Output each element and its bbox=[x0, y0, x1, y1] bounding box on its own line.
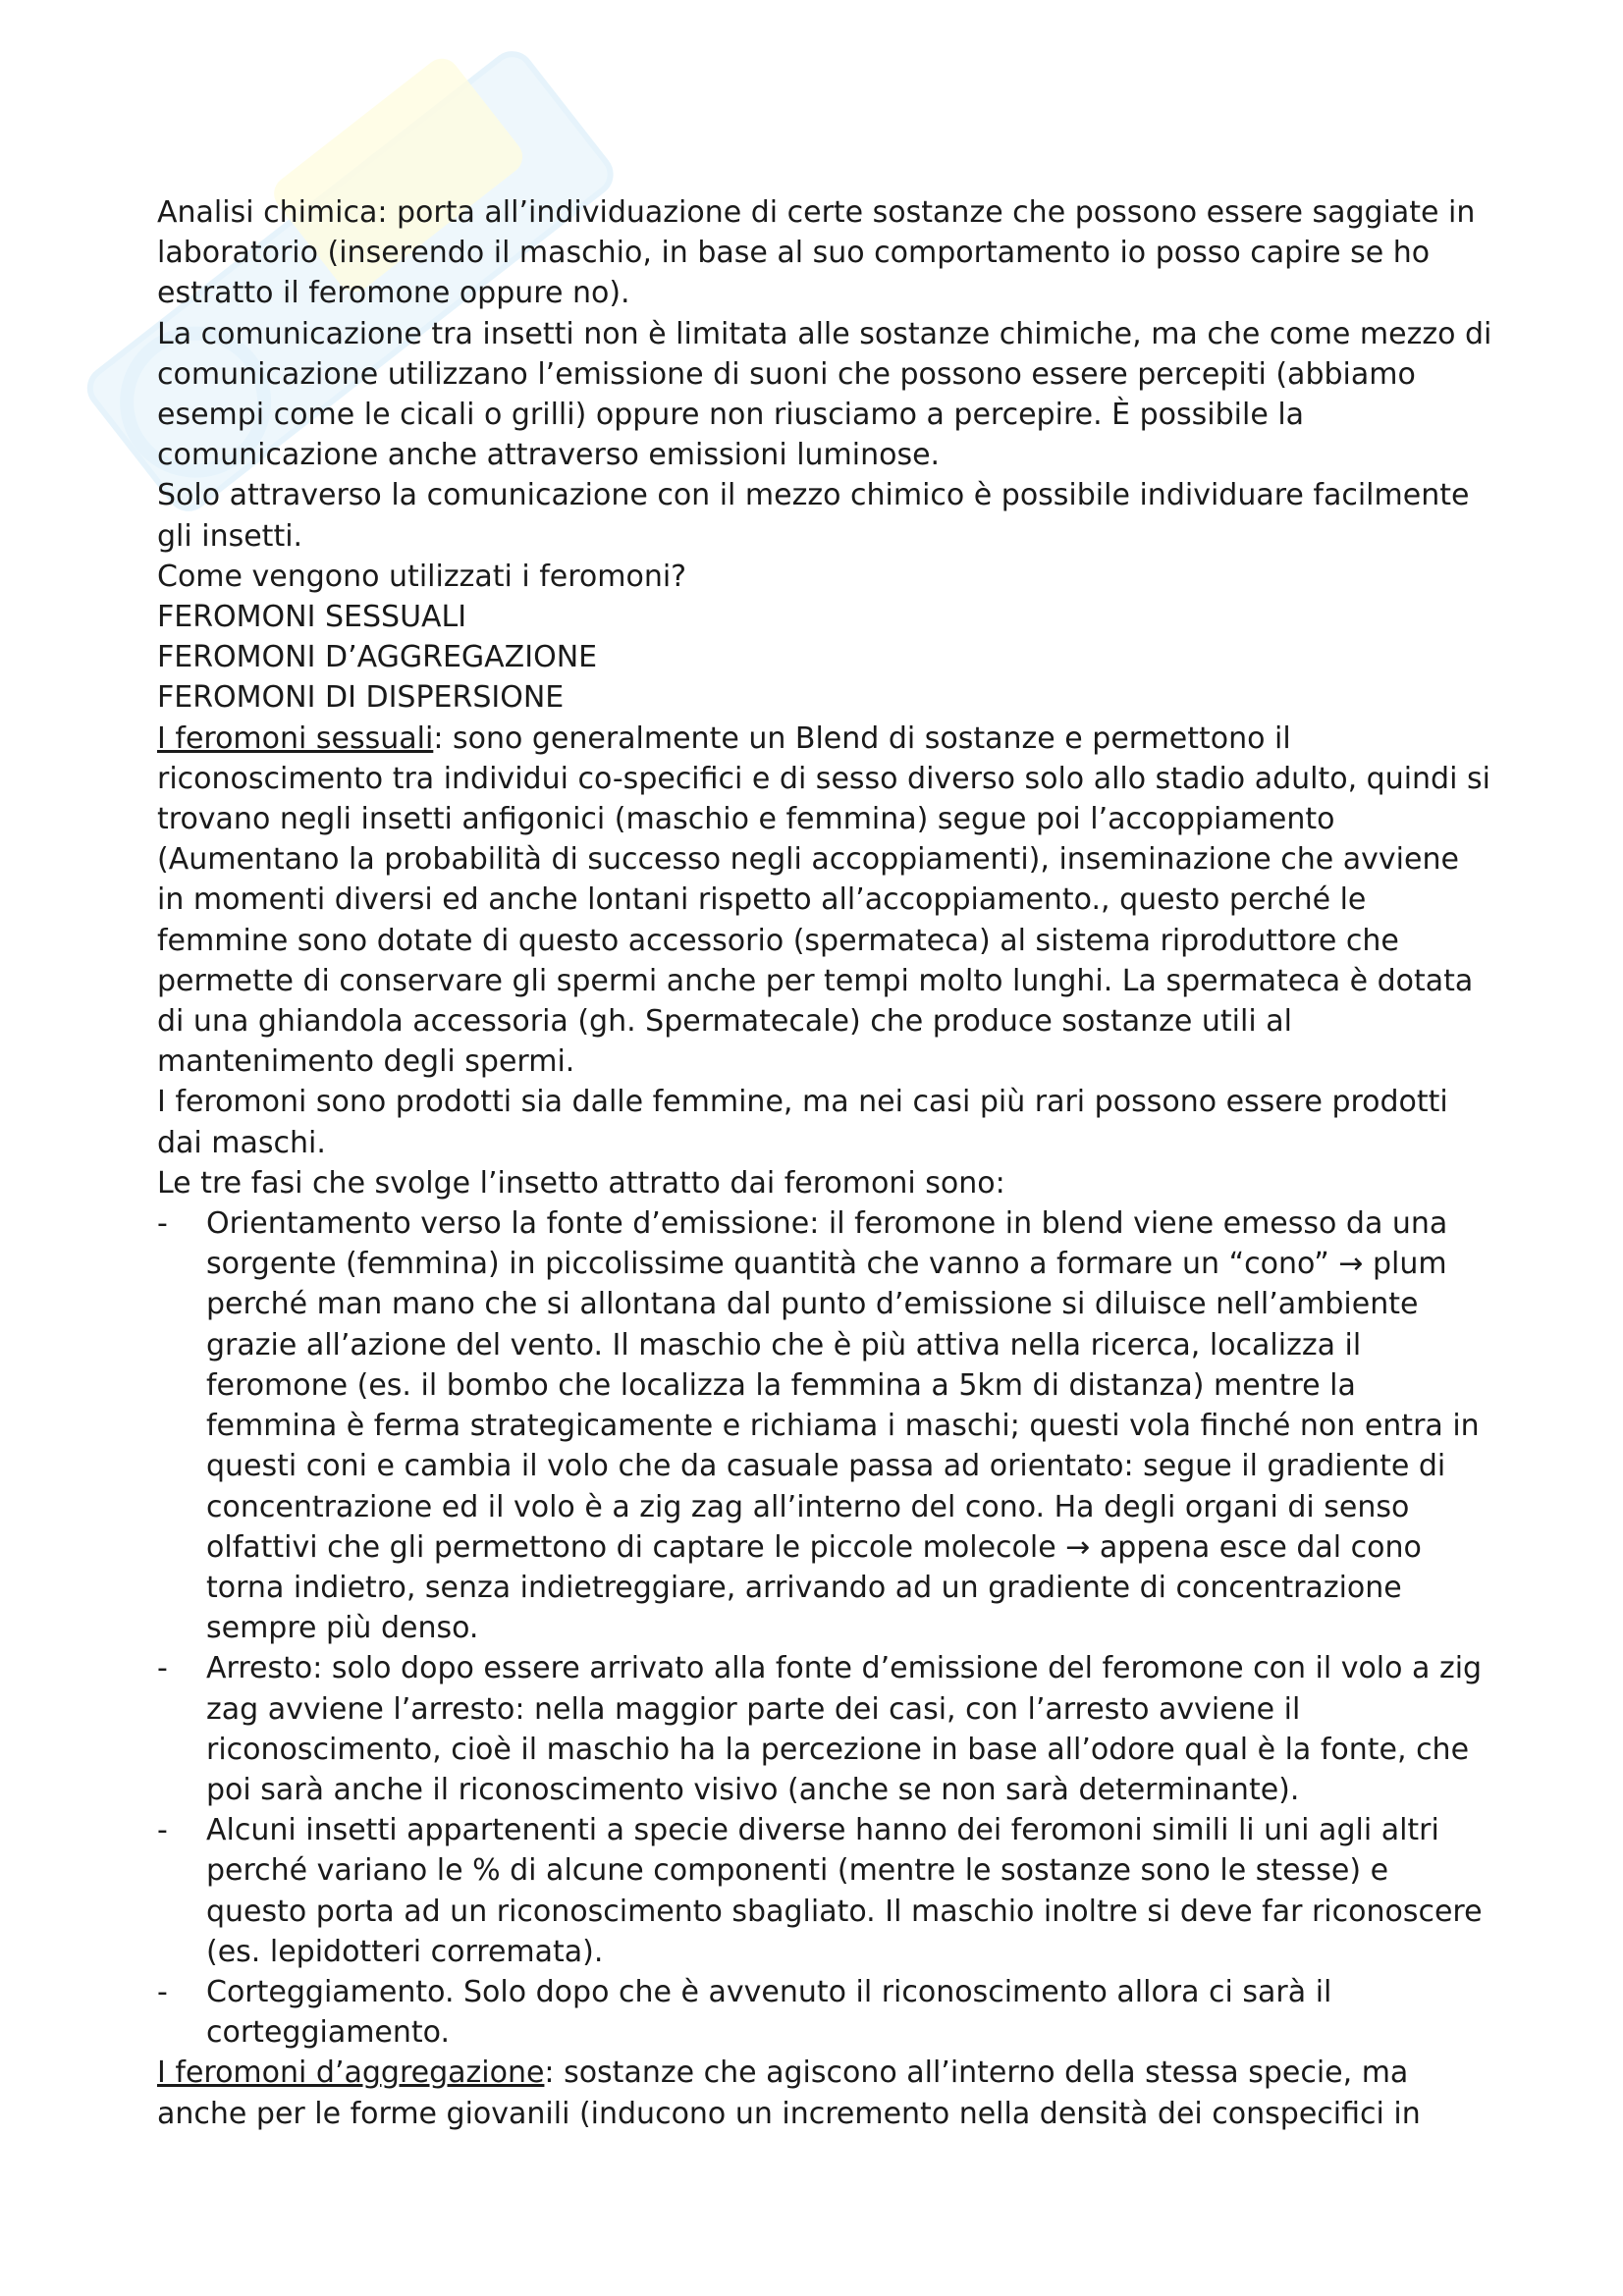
list-dash: - bbox=[157, 1813, 168, 1848]
aggregazione-text: : sostanze che agiscono all’interno della stessa specie, ma anche per le forme giovanili (inducono un incremento nella densità dei conspecifici in bbox=[157, 2056, 1421, 2131]
aggregazione-term: I feromoni d’aggregazione bbox=[157, 2056, 545, 2091]
intro-paragraph: Solo attraverso la comunicazione con il mezzo chimico è possibile individuare facilmente gli insetti. bbox=[157, 478, 1470, 554]
intro-paragraph: La comunicazione tra insetti non è limitata alle sostanze chimiche, ma che come mezzo di comunicazione utilizzano l’emissione di suoni che possono essere percepiti (abbiamo esempi come le cicali o grilli) oppure non riusciamo a percepire. È possibile la comunicazione anche attraverso emissioni luminose. bbox=[157, 316, 1492, 473]
sessuali-term: I feromoni sessuali bbox=[157, 721, 434, 756]
intro-paragraph: Analisi chimica: porta all’individuazione di certe sostanze che possono essere saggiate in laboratorio (inserendo il maschio, in base al suo comportamento io posso capire se ho estratto il feromone oppure no). bbox=[157, 195, 1476, 311]
list-dash: - bbox=[157, 1651, 168, 1686]
heading-dispersione: FEROMONI DI DISPERSIONE bbox=[157, 680, 565, 716]
sessuali-text: : sono generalmente un Blend di sostanze e permettono il riconoscimento tra individui co-specifici e di sesso diverso solo allo stadio adulto, quindi si trovano negli insetti anfigonici (maschio e femmina) segue poi l’accoppiamento (Aumentano la probabilità di successo negli accoppiamenti), inseminazione che avviene in momenti diversi ed anche lontani rispetto all’accoppiamento., questo perché le femmine sono dotate di questo accessorio (spermateca) al sistema riproduttore che permette di conservare gli spermi anche per tempi molto lunghi. La spermateca è dotata di una ghiandola accessoria (gh. Spermatecale) che produce sostanze utili al mantenimento degli spermi. bbox=[157, 721, 1490, 1080]
phases-list bbox=[157, 1203, 1492, 2053]
list-dash: - bbox=[157, 1206, 168, 1242]
aggregazione-paragraph bbox=[157, 2053, 1492, 2133]
document-page bbox=[157, 192, 1492, 2134]
list-dash: - bbox=[157, 1974, 168, 2009]
mid-paragraph: Le tre fasi che svolge l’insetto attratto dai feromoni sono: bbox=[157, 1165, 1005, 1201]
list-item bbox=[157, 1648, 1492, 1810]
heading-sessuali: FEROMONI SESSUALI bbox=[157, 600, 467, 635]
sessuali-paragraph bbox=[157, 719, 1492, 1083]
intro-paragraph: Come vengono utilizzati i feromoni? bbox=[157, 559, 687, 594]
list-item bbox=[157, 1810, 1492, 1972]
list-item-text: Alcuni insetti appartenenti a specie diverse hanno dei feromoni simili li uni agli altri perché variano le % di alcune componenti (mentre le sostanze sono le stesse) e questo porta ad un riconoscimento sbagliato. Il maschio inoltre si deve far riconoscere (es. lepidotteri corremata). bbox=[206, 1813, 1483, 1969]
list-item bbox=[157, 1203, 1492, 1648]
mid-paragraph: I feromoni sono prodotti sia dalle femmine, ma nei casi più rari possono essere prodotti dai maschi. bbox=[157, 1085, 1448, 1160]
list-item-text: Corteggiamento. Solo dopo che è avvenuto il riconoscimento allora ci sarà il corteggiamento. bbox=[206, 1974, 1332, 2051]
list-item-text: Arresto: solo dopo essere arrivato alla fonte d’emissione del feromone con il volo a zig zag avviene l’arresto: nella maggior parte dei casi, con l’arresto avviene il riconoscimento, cioè il maschio ha la percezione in base all’odore qual è la fonte, che poi sarà anche il riconoscimento visivo (anche se non sarà determinante). bbox=[206, 1651, 1483, 1807]
list-item-text: Orientamento verso la fonte d’emissione: il feromone in blend viene emesso da una sorgente (femmina) in piccolissime quantità che vanno a formare un “cono” → plum perché man mano che si allontana dal punto d’emissione si diluisce nell’ambiente grazie all’azione del vento. Il maschio che è più attiva nella ricerca, localizza il feromone (es. il bombo che localizza la femmina a 5km di distanza) mentre la femmina è ferma strategicamente e richiama i maschi; questi vola finché non entra in questi coni e cambia il volo che da casuale passa ad orientato: segue il gradiente di concentrazione ed il volo è a zig zag all’interno del cono. Ha degli organi di senso olfattivi che gli permettono di captare le piccole molecole → appena esce dal cono torna indietro, senza indietreggiare, arrivando ad un gradiente di concentrazione sempre più denso. bbox=[206, 1206, 1480, 1646]
heading-aggregazione: FEROMONI D’AGGREGAZIONE bbox=[157, 640, 598, 675]
list-item bbox=[157, 1972, 1492, 2053]
